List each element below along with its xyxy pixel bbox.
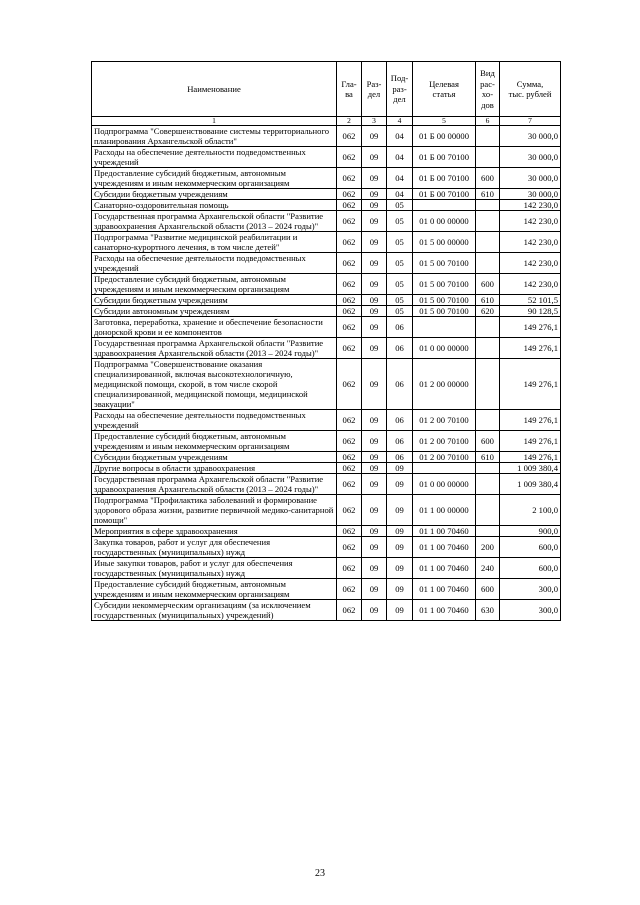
column-number-row bbox=[92, 117, 561, 126]
row-name-cell: Субсидии бюджетным учреждениям bbox=[92, 452, 337, 463]
row-razdel-cell: 09 bbox=[362, 359, 387, 410]
row-razdel-cell: 09 bbox=[362, 200, 387, 211]
table-row bbox=[92, 359, 561, 410]
table-row bbox=[92, 168, 561, 189]
row-name-cell: Государственная программа Архангельской области "Развитие здравоохранения Архангельской области (2013 – 2024 годы)" bbox=[92, 338, 337, 359]
row-target-article-cell bbox=[413, 200, 476, 211]
table-row bbox=[92, 495, 561, 526]
row-target-article-cell: 01 5 00 70100 bbox=[413, 274, 476, 295]
row-glava-cell: 062 bbox=[337, 126, 362, 147]
row-podrazdel-cell: 04 bbox=[387, 168, 413, 189]
row-expense-type-cell bbox=[476, 463, 500, 474]
row-podrazdel-cell: 05 bbox=[387, 200, 413, 211]
column-number: 1 bbox=[92, 117, 337, 126]
row-podrazdel-cell: 09 bbox=[387, 579, 413, 600]
row-target-article-cell: 01 2 00 00000 bbox=[413, 359, 476, 410]
row-sum-cell: 600,0 bbox=[500, 558, 561, 579]
row-glava-cell: 062 bbox=[337, 579, 362, 600]
table-row bbox=[92, 274, 561, 295]
row-razdel-cell: 09 bbox=[362, 306, 387, 317]
row-name-cell: Государственная программа Архангельской области "Развитие здравоохранения Архангельской области (2013 – 2024 годы)" bbox=[92, 474, 337, 495]
table-header-row bbox=[92, 62, 561, 117]
row-sum-cell: 149 276,1 bbox=[500, 452, 561, 463]
row-expense-type-cell: 630 bbox=[476, 600, 500, 621]
row-glava-cell: 062 bbox=[337, 558, 362, 579]
row-name-cell: Подпрограмма "Совершенствование оказания специализированной, включая высокотехнологичную, медицинской помощи, скорой, в том числе скорой специализированной, медицинской помощи, медицинской эвакуации" bbox=[92, 359, 337, 410]
row-razdel-cell: 09 bbox=[362, 168, 387, 189]
row-target-article-cell: 01 5 00 70100 bbox=[413, 306, 476, 317]
row-target-article-cell: 01 Б 00 70100 bbox=[413, 168, 476, 189]
row-razdel-cell: 09 bbox=[362, 274, 387, 295]
budget-table-sheet bbox=[91, 61, 560, 621]
row-target-article-cell: 01 1 00 70460 bbox=[413, 579, 476, 600]
row-expense-type-cell bbox=[476, 126, 500, 147]
table-body bbox=[92, 126, 561, 621]
table-row bbox=[92, 579, 561, 600]
column-number: 2 bbox=[337, 117, 362, 126]
row-podrazdel-cell: 06 bbox=[387, 359, 413, 410]
row-expense-type-cell bbox=[476, 338, 500, 359]
row-podrazdel-cell: 09 bbox=[387, 558, 413, 579]
row-target-article-cell: 01 1 00 00000 bbox=[413, 495, 476, 526]
row-target-article-cell: 01 5 00 00000 bbox=[413, 232, 476, 253]
row-sum-cell: 149 276,1 bbox=[500, 431, 561, 452]
table-row bbox=[92, 463, 561, 474]
row-sum-cell: 30 000,0 bbox=[500, 168, 561, 189]
row-podrazdel-cell: 09 bbox=[387, 526, 413, 537]
row-sum-cell: 142 230,0 bbox=[500, 211, 561, 232]
header-sum: Сумма, тыс. рублей bbox=[500, 62, 561, 117]
row-target-article-cell: 01 5 00 70100 bbox=[413, 253, 476, 274]
row-glava-cell: 062 bbox=[337, 431, 362, 452]
row-glava-cell: 062 bbox=[337, 232, 362, 253]
row-razdel-cell: 09 bbox=[362, 600, 387, 621]
row-razdel-cell: 09 bbox=[362, 431, 387, 452]
header-podrazdel: Под- раз- дел bbox=[387, 62, 413, 117]
row-expense-type-cell: 610 bbox=[476, 452, 500, 463]
column-number: 5 bbox=[413, 117, 476, 126]
column-number: 7 bbox=[500, 117, 561, 126]
header-expense-type: Вид рас- хо- дов bbox=[476, 62, 500, 117]
table-row bbox=[92, 558, 561, 579]
table-row bbox=[92, 537, 561, 558]
row-podrazdel-cell: 06 bbox=[387, 452, 413, 463]
row-razdel-cell: 09 bbox=[362, 189, 387, 200]
row-expense-type-cell bbox=[476, 526, 500, 537]
header-glava: Гла- ва bbox=[337, 62, 362, 117]
table-row bbox=[92, 410, 561, 431]
row-podrazdel-cell: 05 bbox=[387, 274, 413, 295]
row-podrazdel-cell: 04 bbox=[387, 126, 413, 147]
row-target-article-cell: 01 1 00 70460 bbox=[413, 558, 476, 579]
row-podrazdel-cell: 06 bbox=[387, 317, 413, 338]
row-target-article-cell: 01 2 00 70100 bbox=[413, 410, 476, 431]
row-podrazdel-cell: 09 bbox=[387, 537, 413, 558]
row-target-article-cell: 01 1 00 70460 bbox=[413, 600, 476, 621]
row-expense-type-cell: 600 bbox=[476, 274, 500, 295]
row-sum-cell: 142 230,0 bbox=[500, 200, 561, 211]
header-name: Наименование bbox=[92, 62, 337, 117]
row-razdel-cell: 09 bbox=[362, 232, 387, 253]
header-target-article: Целевая статья bbox=[413, 62, 476, 117]
row-podrazdel-cell: 09 bbox=[387, 463, 413, 474]
row-name-cell: Субсидии бюджетным учреждениям bbox=[92, 295, 337, 306]
row-glava-cell: 062 bbox=[337, 211, 362, 232]
row-name-cell: Предоставление субсидий бюджетным, автономным учреждениям и иным некоммерческим организациям bbox=[92, 168, 337, 189]
row-name-cell: Закупка товаров, работ и услуг для обеспечения государственных (муниципальных) нужд bbox=[92, 537, 337, 558]
table-row bbox=[92, 189, 561, 200]
table-row bbox=[92, 452, 561, 463]
row-sum-cell: 149 276,1 bbox=[500, 338, 561, 359]
row-razdel-cell: 09 bbox=[362, 126, 387, 147]
row-razdel-cell: 09 bbox=[362, 526, 387, 537]
row-name-cell: Расходы на обеспечение деятельности подведомственных учреждений bbox=[92, 147, 337, 168]
row-glava-cell: 062 bbox=[337, 359, 362, 410]
column-number: 4 bbox=[387, 117, 413, 126]
table-row bbox=[92, 147, 561, 168]
row-name-cell: Расходы на обеспечение деятельности подведомственных учреждений bbox=[92, 410, 337, 431]
table-row bbox=[92, 211, 561, 232]
table-row bbox=[92, 295, 561, 306]
row-sum-cell: 1 009 380,4 bbox=[500, 463, 561, 474]
row-podrazdel-cell: 06 bbox=[387, 410, 413, 431]
row-glava-cell: 062 bbox=[337, 537, 362, 558]
table-row bbox=[92, 338, 561, 359]
table-row bbox=[92, 126, 561, 147]
row-expense-type-cell bbox=[476, 253, 500, 274]
row-name-cell: Другие вопросы в области здравоохранения bbox=[92, 463, 337, 474]
row-glava-cell: 062 bbox=[337, 463, 362, 474]
row-name-cell: Иные закупки товаров, работ и услуг для обеспечения государственных (муниципальных) нужд bbox=[92, 558, 337, 579]
row-name-cell: Государственная программа Архангельской области "Развитие здравоохранения Архангельской области (2013 – 2024 годы)" bbox=[92, 211, 337, 232]
row-target-article-cell bbox=[413, 463, 476, 474]
row-sum-cell: 900,0 bbox=[500, 526, 561, 537]
row-sum-cell: 1 009 380,4 bbox=[500, 474, 561, 495]
row-target-article-cell: 01 Б 00 00000 bbox=[413, 126, 476, 147]
row-razdel-cell: 09 bbox=[362, 410, 387, 431]
row-target-article-cell: 01 5 00 70100 bbox=[413, 295, 476, 306]
table-row bbox=[92, 474, 561, 495]
row-sum-cell: 90 128,5 bbox=[500, 306, 561, 317]
row-sum-cell: 142 230,0 bbox=[500, 253, 561, 274]
row-glava-cell: 062 bbox=[337, 338, 362, 359]
row-name-cell: Предоставление субсидий бюджетным, автономным учреждениям и иным некоммерческим организациям bbox=[92, 274, 337, 295]
row-podrazdel-cell: 04 bbox=[387, 147, 413, 168]
row-podrazdel-cell: 05 bbox=[387, 295, 413, 306]
row-glava-cell: 062 bbox=[337, 147, 362, 168]
row-expense-type-cell bbox=[476, 147, 500, 168]
row-expense-type-cell: 600 bbox=[476, 168, 500, 189]
row-expense-type-cell bbox=[476, 359, 500, 410]
row-name-cell: Мероприятия в сфере здравоохранения bbox=[92, 526, 337, 537]
row-glava-cell: 062 bbox=[337, 253, 362, 274]
row-expense-type-cell: 240 bbox=[476, 558, 500, 579]
table-row bbox=[92, 600, 561, 621]
row-razdel-cell: 09 bbox=[362, 537, 387, 558]
table-row bbox=[92, 306, 561, 317]
row-name-cell: Подпрограмма "Профилактика заболеваний и формирование здорового образа жизни, развитие первичной медико-санитарной помощи" bbox=[92, 495, 337, 526]
column-number: 3 bbox=[362, 117, 387, 126]
row-glava-cell: 062 bbox=[337, 189, 362, 200]
table-row bbox=[92, 526, 561, 537]
row-podrazdel-cell: 05 bbox=[387, 253, 413, 274]
row-podrazdel-cell: 05 bbox=[387, 232, 413, 253]
row-target-article-cell: 01 Б 00 70100 bbox=[413, 147, 476, 168]
row-podrazdel-cell: 06 bbox=[387, 338, 413, 359]
row-glava-cell: 062 bbox=[337, 600, 362, 621]
row-glava-cell: 062 bbox=[337, 295, 362, 306]
row-name-cell: Предоставление субсидий бюджетным, автономным учреждениям и иным некоммерческим организациям bbox=[92, 579, 337, 600]
row-sum-cell: 142 230,0 bbox=[500, 274, 561, 295]
row-expense-type-cell bbox=[476, 474, 500, 495]
row-glava-cell: 062 bbox=[337, 274, 362, 295]
row-expense-type-cell: 620 bbox=[476, 306, 500, 317]
row-sum-cell: 300,0 bbox=[500, 600, 561, 621]
row-razdel-cell: 09 bbox=[362, 579, 387, 600]
row-target-article-cell: 01 Б 00 70100 bbox=[413, 189, 476, 200]
row-name-cell: Субсидии некоммерческим организациям (за исключением государственных (муниципальных) учреждений) bbox=[92, 600, 337, 621]
table-row bbox=[92, 232, 561, 253]
row-sum-cell: 149 276,1 bbox=[500, 359, 561, 410]
row-name-cell: Субсидии бюджетным учреждениям bbox=[92, 189, 337, 200]
row-glava-cell: 062 bbox=[337, 306, 362, 317]
table-row bbox=[92, 200, 561, 211]
header-razdel: Раз- дел bbox=[362, 62, 387, 117]
row-expense-type-cell: 610 bbox=[476, 189, 500, 200]
page-number: 23 bbox=[315, 868, 325, 879]
row-expense-type-cell bbox=[476, 232, 500, 253]
row-razdel-cell: 09 bbox=[362, 253, 387, 274]
row-podrazdel-cell: 05 bbox=[387, 211, 413, 232]
column-number: 6 bbox=[476, 117, 500, 126]
row-expense-type-cell: 600 bbox=[476, 431, 500, 452]
row-expense-type-cell: 200 bbox=[476, 537, 500, 558]
row-glava-cell: 062 bbox=[337, 495, 362, 526]
row-target-article-cell: 01 2 00 70100 bbox=[413, 452, 476, 463]
row-glava-cell: 062 bbox=[337, 526, 362, 537]
table-row bbox=[92, 253, 561, 274]
row-razdel-cell: 09 bbox=[362, 211, 387, 232]
row-target-article-cell: 01 0 00 00000 bbox=[413, 211, 476, 232]
row-sum-cell: 30 000,0 bbox=[500, 189, 561, 200]
row-sum-cell: 52 101,5 bbox=[500, 295, 561, 306]
row-podrazdel-cell: 09 bbox=[387, 600, 413, 621]
row-glava-cell: 062 bbox=[337, 410, 362, 431]
row-sum-cell: 30 000,0 bbox=[500, 126, 561, 147]
table-row bbox=[92, 317, 561, 338]
row-podrazdel-cell: 05 bbox=[387, 306, 413, 317]
row-target-article-cell bbox=[413, 317, 476, 338]
row-expense-type-cell bbox=[476, 200, 500, 211]
row-sum-cell: 30 000,0 bbox=[500, 147, 561, 168]
row-name-cell: Подпрограмма "Развитие медицинской реабилитации и санаторно-курортного лечения, в том числе детей" bbox=[92, 232, 337, 253]
row-name-cell: Расходы на обеспечение деятельности подведомственных учреждений bbox=[92, 253, 337, 274]
row-razdel-cell: 09 bbox=[362, 474, 387, 495]
row-target-article-cell: 01 0 00 00000 bbox=[413, 474, 476, 495]
row-name-cell: Санаторно-оздоровительная помощь bbox=[92, 200, 337, 211]
row-glava-cell: 062 bbox=[337, 452, 362, 463]
row-sum-cell: 300,0 bbox=[500, 579, 561, 600]
row-expense-type-cell: 600 bbox=[476, 579, 500, 600]
row-target-article-cell: 01 1 00 70460 bbox=[413, 526, 476, 537]
row-expense-type-cell bbox=[476, 211, 500, 232]
row-razdel-cell: 09 bbox=[362, 452, 387, 463]
row-razdel-cell: 09 bbox=[362, 338, 387, 359]
row-expense-type-cell: 610 bbox=[476, 295, 500, 306]
row-sum-cell: 600,0 bbox=[500, 537, 561, 558]
row-name-cell: Предоставление субсидий бюджетным, автономным учреждениям и иным некоммерческим организациям bbox=[92, 431, 337, 452]
row-name-cell: Заготовка, переработка, хранение и обеспечение безопасности донорской крови и ее компонентов bbox=[92, 317, 337, 338]
row-podrazdel-cell: 09 bbox=[387, 495, 413, 526]
row-target-article-cell: 01 2 00 70100 bbox=[413, 431, 476, 452]
row-sum-cell: 2 100,0 bbox=[500, 495, 561, 526]
row-razdel-cell: 09 bbox=[362, 317, 387, 338]
row-podrazdel-cell: 06 bbox=[387, 431, 413, 452]
row-razdel-cell: 09 bbox=[362, 463, 387, 474]
row-expense-type-cell bbox=[476, 410, 500, 431]
row-glava-cell: 062 bbox=[337, 200, 362, 211]
row-sum-cell: 149 276,1 bbox=[500, 317, 561, 338]
row-expense-type-cell bbox=[476, 495, 500, 526]
row-razdel-cell: 09 bbox=[362, 295, 387, 306]
row-target-article-cell: 01 1 00 70460 bbox=[413, 537, 476, 558]
row-name-cell: Субсидии автономным учреждениям bbox=[92, 306, 337, 317]
table-row bbox=[92, 431, 561, 452]
row-podrazdel-cell: 04 bbox=[387, 189, 413, 200]
row-glava-cell: 062 bbox=[337, 474, 362, 495]
row-glava-cell: 062 bbox=[337, 317, 362, 338]
row-sum-cell: 142 230,0 bbox=[500, 232, 561, 253]
row-sum-cell: 149 276,1 bbox=[500, 410, 561, 431]
row-glava-cell: 062 bbox=[337, 168, 362, 189]
row-target-article-cell: 01 0 00 00000 bbox=[413, 338, 476, 359]
row-razdel-cell: 09 bbox=[362, 495, 387, 526]
budget-table bbox=[91, 61, 561, 621]
row-razdel-cell: 09 bbox=[362, 147, 387, 168]
row-name-cell: Подпрограмма "Совершенствование системы территориального планирования Архангельской области" bbox=[92, 126, 337, 147]
row-expense-type-cell bbox=[476, 317, 500, 338]
row-podrazdel-cell: 09 bbox=[387, 474, 413, 495]
row-razdel-cell: 09 bbox=[362, 558, 387, 579]
